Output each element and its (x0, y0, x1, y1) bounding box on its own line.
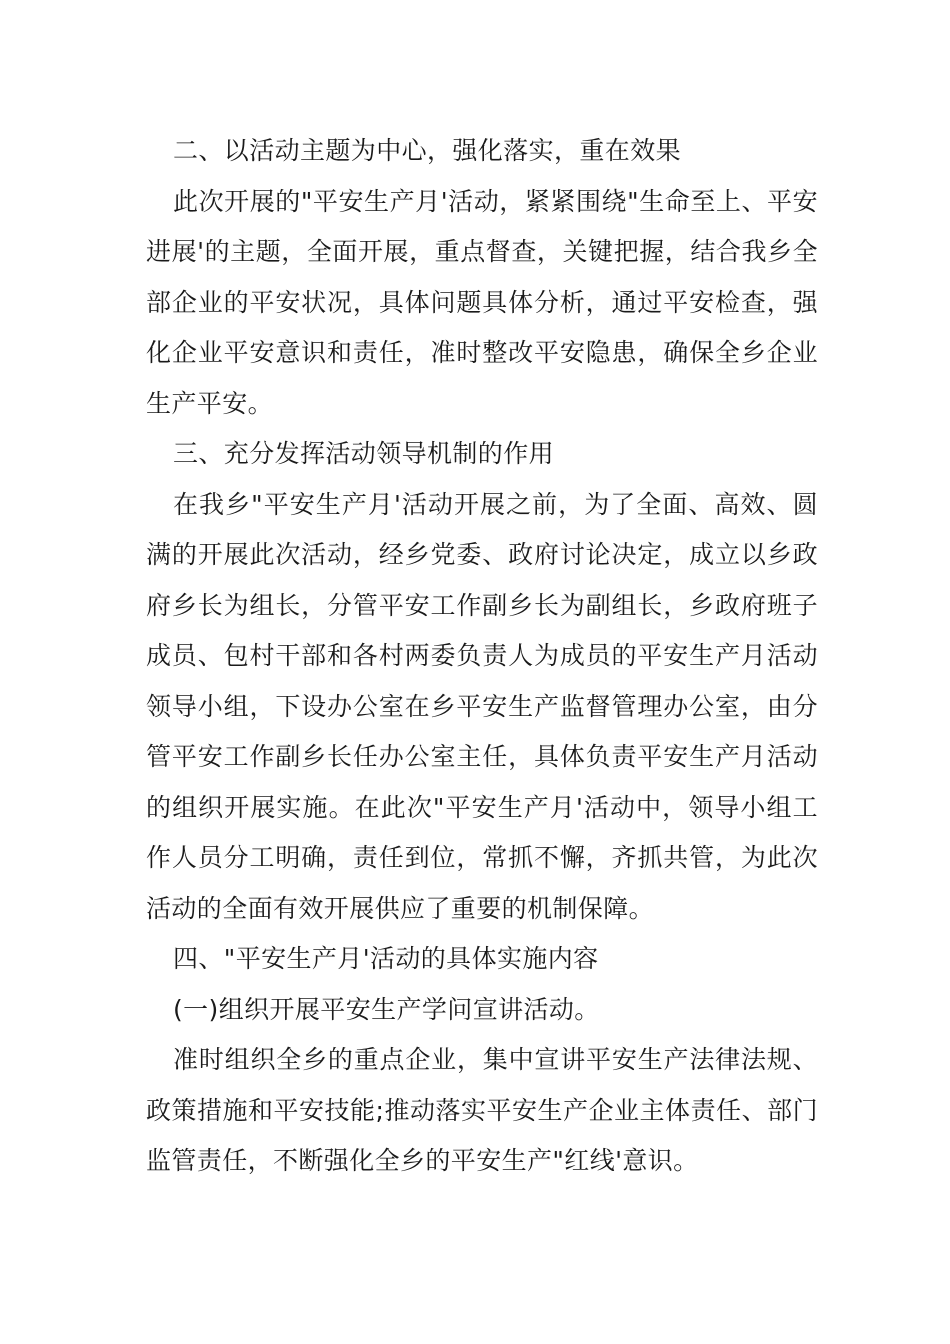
body-paragraph: 此次开展的"平安生产月'活动，紧紧围绕"生命至上、平安进展'的主题，全面开展，重点督查，关键把握，结合我乡全部企业的平安状况，具体问题具体分析，通过平安检查，强化企业平安意识和责任，准时整改平安隐患，确保全乡企业生产平安。 (146, 186, 818, 418)
document-body (146, 126, 818, 1187)
section-heading-3: 三、充分发挥活动领导机制的作用 (173, 439, 555, 468)
body-paragraph: 在我乡"平安生产月'活动开展之前，为了全面、高效、圆满的开展此次活动，经乡党委、政府讨论决定，成立以乡政府乡长为组长，分管平安工作副乡长为副组长，乡政府班子成员、包村干部和各村两委负责人为成员的平安生产月活动领导小组，下设办公室在乡平安生产监督管理办公室，由分管平安工作副乡长任办公室主任，具体负责平安生产月活动的组织开展实施。在此次"平安生产月'活动中，领导小组工作人员分工明确，责任到位，常抓不懈，齐抓共管，为此次活动的全面有效开展供应了重要的机制保障。 (146, 489, 818, 923)
body-paragraph: 准时组织全乡的重点企业，集中宣讲平安生产法律法规、政策措施和平安技能;推动落实平安生产企业主体责任、部门监管责任，不断强化全乡的平安生产"红线'意识。 (146, 1045, 818, 1175)
section-heading-4: 四、"平安生产月'活动的具体实施内容 (173, 944, 599, 973)
section-heading-2: 二、以活动主题为中心，强化落实，重在效果 (173, 136, 682, 165)
subsection-heading-1: (一)组织开展平安生产学问宣讲活动。 (173, 994, 600, 1024)
